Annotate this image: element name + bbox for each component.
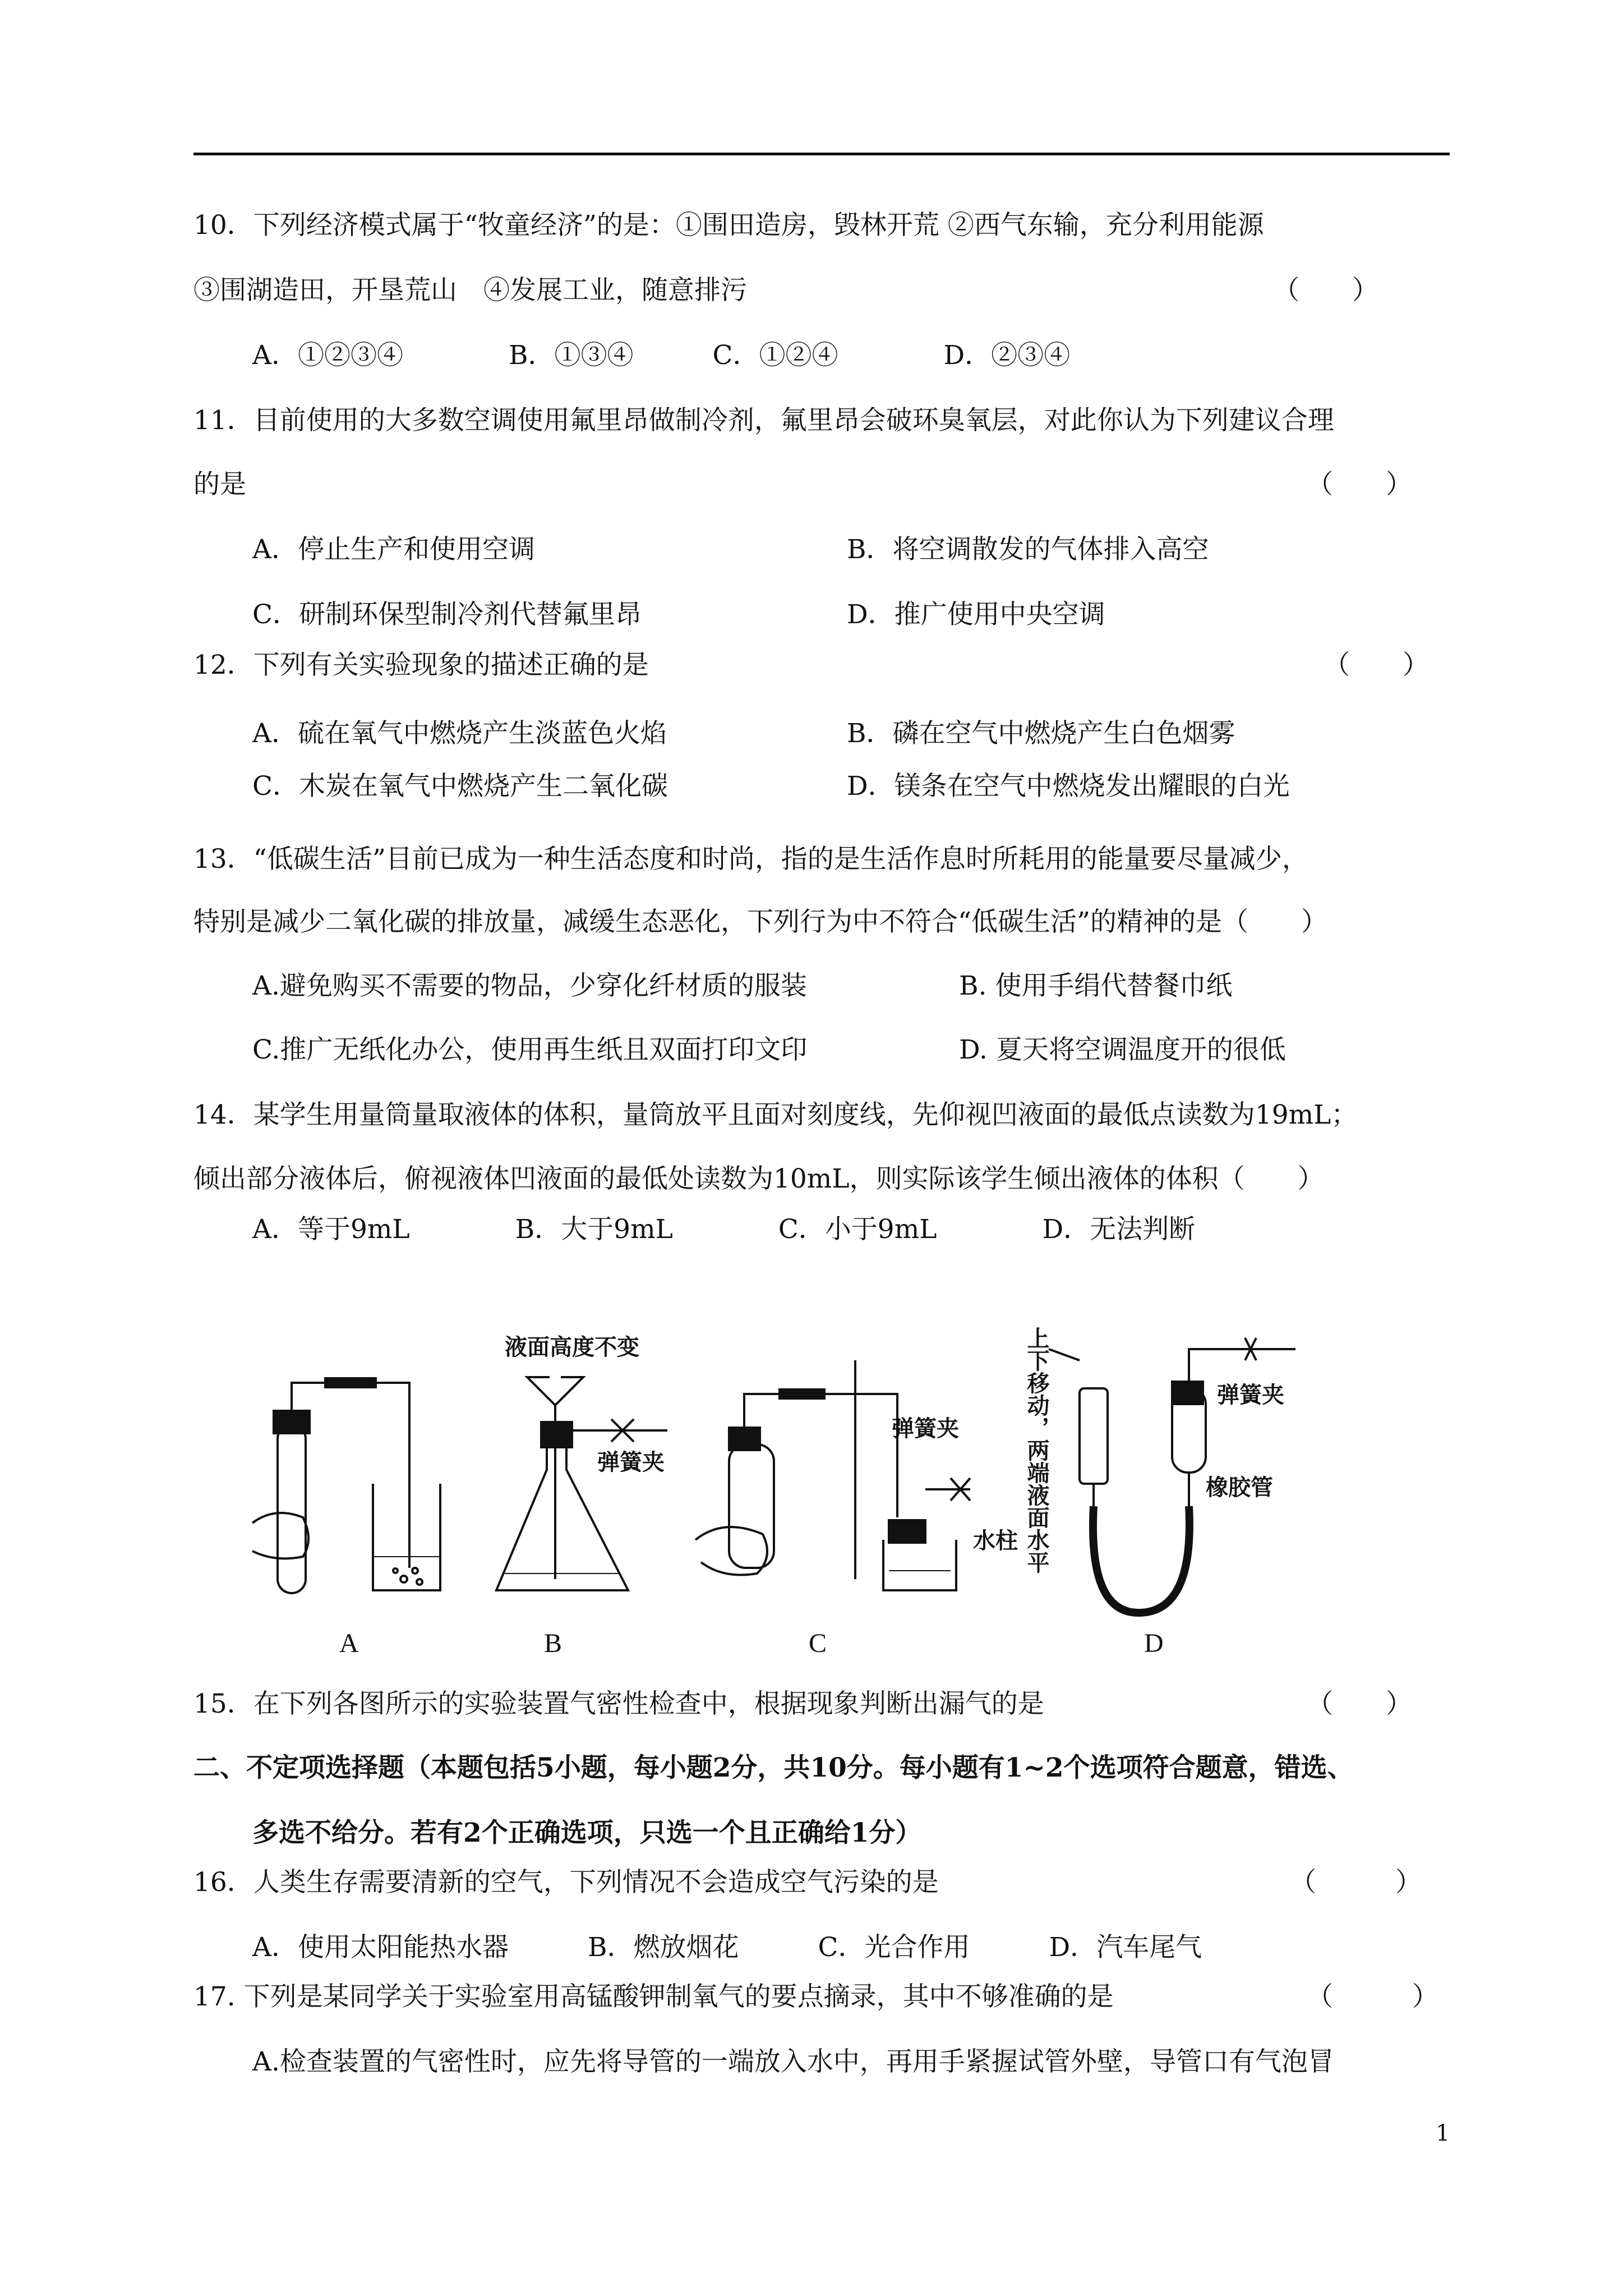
text-line: 15．在下列各图所示的实验装置气密性检查中，根据现象判断出漏气的是	[193, 1688, 1044, 1719]
apparatus-figure	[241, 1315, 1475, 1663]
page-number: 1	[1436, 2120, 1450, 2146]
text-line: A.检查装置的气密性时，应先将导管的一端放入水中，再用手紧握试管外壁，导管口有气泡冒	[252, 2046, 1334, 2077]
text-line: 12．下列有关实验现象的描述正确的是	[193, 650, 649, 680]
text-line: A．停止生产和使用空调	[252, 534, 535, 565]
text-line: C.推广无纸化办公，使用再生纸且双面打印文印	[252, 1034, 808, 1065]
text-line: A．硫在氧气中燃烧产生淡蓝色火焰	[252, 718, 667, 749]
figure-b-apparatus	[496, 1377, 667, 1590]
text-line: 的是	[193, 469, 246, 500]
caption-c: C	[809, 1628, 827, 1658]
text-line: 14．某学生用量筒量取液体的体积，量筒放平且面对刻度线，先仰视凹液面的最低点读数为19mL；	[193, 1099, 1358, 1130]
figure-a-apparatus	[252, 1378, 440, 1593]
label-level-unchanged: 液面高度不变	[505, 1335, 639, 1360]
caption-d: D	[1144, 1628, 1164, 1658]
caption-b: B	[544, 1628, 562, 1658]
text-line: A．①②③④ B．①③④ C．①②④ D．②③④	[252, 340, 1071, 371]
text-line: B. 使用手绢代替餐巾纸	[959, 970, 1233, 1001]
figure-c-apparatus	[695, 1360, 970, 1590]
text-line: （ ）	[1290, 1867, 1422, 1898]
label-clamp-c: 弹簧夹	[892, 1416, 959, 1442]
text-line: 11．目前使用的大多数空调使用氟里昂做制冷剂，氟里昂会破环臭氧层，对此你认为下列建议合理	[193, 405, 1334, 436]
label-clamp-d: 弹簧夹	[1217, 1382, 1284, 1408]
label-clamp-b: 弹簧夹	[597, 1450, 665, 1475]
text-line: A．等于9mL B．大于9mL C．小于9mL D．无法判断	[252, 1214, 1196, 1245]
header-rule	[193, 153, 1450, 155]
text-line: （ ）	[1273, 275, 1378, 306]
text-line: D．推广使用中央空调	[847, 599, 1105, 630]
text-line: B．磷在空气中燃烧产生白色烟雾	[847, 718, 1235, 749]
caption-a: A	[339, 1628, 359, 1658]
text-line: （ ）	[1324, 650, 1429, 680]
text-line: C．木炭在氧气中燃烧产生二氧化碳	[252, 771, 668, 802]
text-line: 二、不定项选择题（本题包括5小题，每小题2分，共10分。每小题有1~2个选项符合题意，错选、	[193, 1752, 1354, 1783]
text-line: B．将空调散发的气体排入高空	[847, 534, 1209, 565]
text-line: （ ）	[1307, 469, 1412, 500]
text-line: 倾出部分液体后，俯视液体凹液面的最低处读数为10mL，则实际该学生倾出液体的体积（ ）	[193, 1163, 1324, 1194]
text-line: 10．下列经济模式属于“牧童经济”的是：①围田造房，毁林开荒 ②西气东输，充分利用能源	[193, 210, 1264, 241]
text-line: 多选不给分。若有2个正确选项，只选一个且正确给1分）	[252, 1818, 922, 1848]
text-line: （ ）	[1307, 1981, 1438, 2012]
text-line: 特别是减少二氧化碳的排放量，减缓生态恶化，下列行为中不符合“低碳生活”的精神的是（ ）	[193, 907, 1328, 937]
label-rubber-tube: 橡胶管	[1206, 1475, 1273, 1501]
text-line: C．研制环保型制冷剂代替氟里昂	[252, 599, 642, 630]
text-line: 16．人类生存需要清新的空气，下列情况不会造成空气污染的是	[193, 1867, 939, 1898]
text-line: D. 夏天将空调温度开的很低	[959, 1034, 1286, 1065]
text-line: A．使用太阳能热水器 B．燃放烟花 C．光合作用 D．汽车尾气	[252, 1932, 1202, 1963]
label-move-up-down: 上下移动，两端液面水平	[1023, 1327, 1049, 1573]
text-line: D．镁条在空气中燃烧发出耀眼的白光	[847, 771, 1290, 802]
label-water-column: 水柱	[973, 1528, 1018, 1554]
text-line: ③围湖造田，开垦荒山 ④发展工业，随意排污	[193, 275, 747, 306]
text-line: A.避免购买不需要的物品，少穿化纤材质的服装	[252, 970, 807, 1001]
text-line: （ ）	[1307, 1688, 1412, 1719]
text-line: 17. 下列是某同学关于实验室用高锰酸钾制氧气的要点摘录，其中不够准确的是	[193, 1981, 1114, 2012]
text-line: 13．“低碳生活”目前已成为一种生活态度和时尚，指的是生活作息时所耗用的能量要尽量减少，	[193, 844, 1308, 875]
